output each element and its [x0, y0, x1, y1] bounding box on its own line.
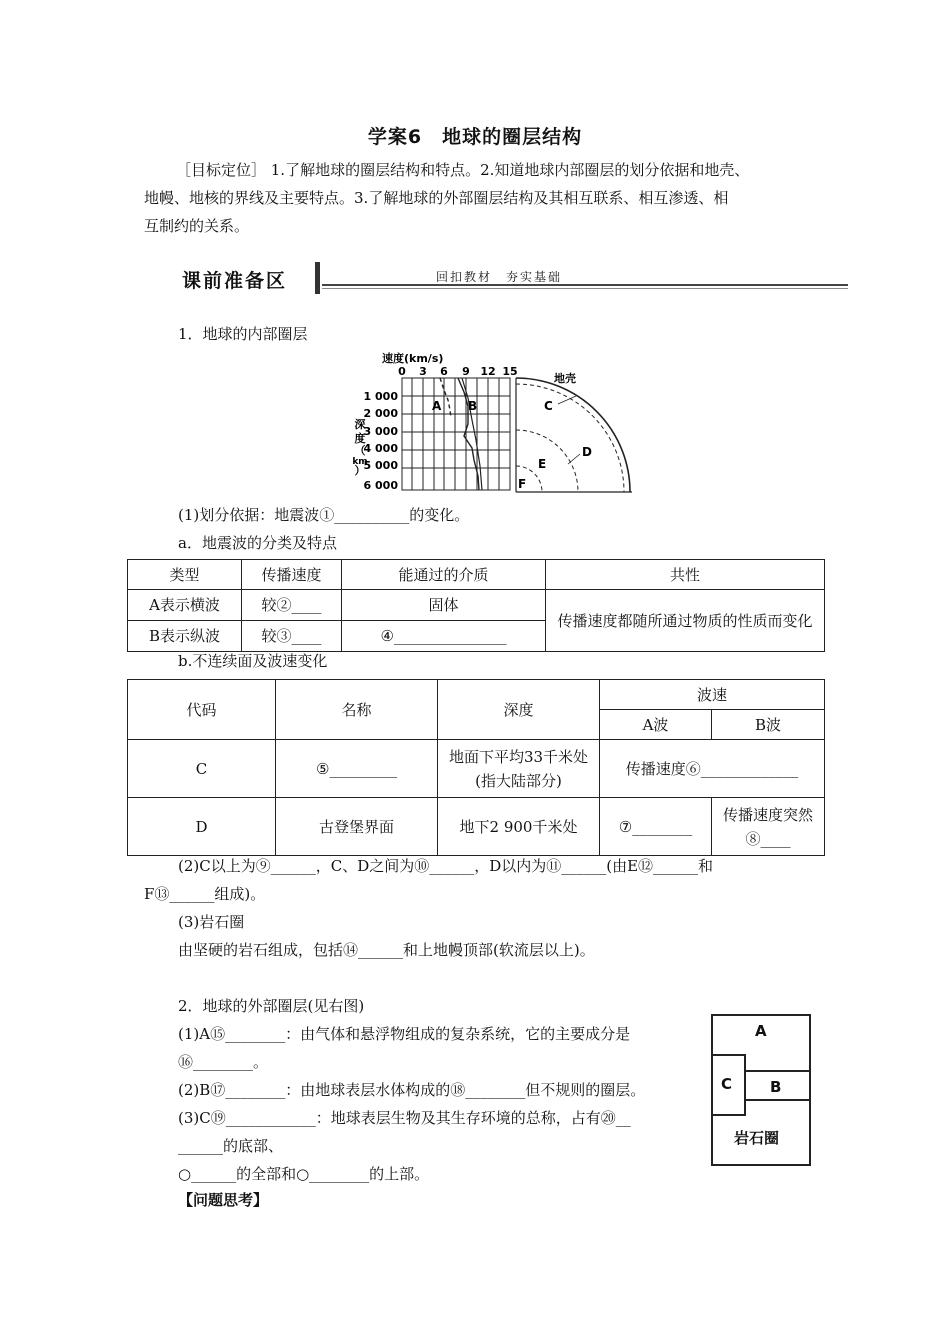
- depth-axis-char: （: [354, 444, 366, 457]
- speed-tick: 9: [462, 365, 470, 378]
- table-header: 代码: [128, 680, 276, 740]
- wave-a-label: A: [432, 399, 442, 413]
- outer-line-6: ○______的全部和○________的上部。: [178, 1165, 430, 1183]
- table-cell: 古登堡界面: [276, 798, 438, 856]
- objectives-line-3: 互制约的关系。: [144, 217, 250, 235]
- outer-line-3: (2)B⑰________：由地球表层水体构成的⑱________但不规则的圈层。: [178, 1081, 646, 1099]
- objectives-line-2: 地幔、地核的界线及主要特点。3.了解地球的外部圈层结构及其相互联系、相互渗透、相: [144, 189, 729, 207]
- section2-heading: 2．地球的外部圈层(见右图): [178, 997, 365, 1015]
- table-cell: ⑦________: [600, 798, 712, 856]
- biosphere-label: C: [721, 1075, 733, 1093]
- subsection-b-heading: b.不连续面及波速变化: [178, 652, 328, 670]
- table-cell: A表示横波: [128, 590, 242, 621]
- wave-b-label: B: [468, 399, 478, 413]
- table-cell: B表示纵波: [128, 621, 242, 652]
- depth-tick: 2 000: [363, 407, 398, 420]
- table-cell: 地面下平均33千米处(指大陆部分): [438, 740, 600, 798]
- hydrosphere-label: B: [770, 1078, 782, 1096]
- table-cell: 传播速度⑥_____________: [600, 740, 825, 798]
- layers-paragraph-line-1: (2)C以上为⑨______，C、D之间为⑩______，D以内为⑪______(由E⑫______和: [178, 857, 714, 875]
- subsection-a-heading: a．地震波的分类及特点: [178, 534, 337, 552]
- table-cell: ④_______________: [342, 621, 546, 652]
- speed-axis-label: 速度(km/s): [382, 352, 444, 365]
- boundary-d-label: D: [582, 445, 592, 459]
- diagram-divider: [744, 1070, 809, 1072]
- speed-tick: 3: [419, 365, 427, 378]
- table-cell: 较③____: [242, 621, 342, 652]
- speed-tick: 0: [398, 365, 406, 378]
- lithosphere-body: 由坚硬的岩石组成，包括⑭______和上地幔顶部(软流层以上)。: [178, 941, 595, 959]
- depth-tick: 6 000: [363, 479, 398, 492]
- wave-type-table: [127, 559, 825, 652]
- depth-axis-char: ）: [354, 464, 366, 477]
- division-basis: (1)划分依据：地震波①__________的变化。: [178, 506, 470, 524]
- table-cell: ⑤_________: [276, 740, 438, 798]
- table-header: A波: [600, 710, 712, 740]
- banner-rule: [322, 284, 848, 286]
- outer-line-2: ⑯________。: [178, 1053, 269, 1071]
- lithosphere-heading: (3)岩石圈: [178, 913, 245, 931]
- speed-tick: 15: [502, 365, 518, 378]
- table-cell: C: [128, 740, 276, 798]
- outer-line-5: ______的底部、: [178, 1137, 284, 1155]
- section-banner-subtitle: 回扣教材 夯实基础: [436, 270, 563, 284]
- banner-rule-thin: [322, 288, 848, 289]
- table-cell: 传播速度突然⑧____: [712, 798, 825, 856]
- table-header: 共性: [546, 560, 825, 590]
- depth-tick: 3 000: [363, 425, 398, 438]
- banner-divider-bar: [315, 262, 320, 294]
- objectives-line-1: ［目标定位］ 1.了解地球的圈层结构和特点。2.知道地球内部圈层的划分依据和地壳、: [176, 161, 750, 179]
- depth-axis-char: 深: [354, 418, 366, 431]
- table-cell: 固体: [342, 590, 546, 621]
- atmosphere-label: A: [755, 1022, 767, 1040]
- boundary-c-label: C: [544, 399, 553, 413]
- layer-f-label: F: [518, 477, 527, 491]
- discontinuity-table: [127, 679, 825, 856]
- outer-line-1: (1)A⑮________：由气体和悬浮物组成的复杂系统，它的主要成分是: [178, 1025, 631, 1043]
- depth-tick: 4 000: [363, 442, 398, 455]
- table-cell: D: [128, 798, 276, 856]
- question-think-heading: 【问题思考】: [178, 1191, 269, 1209]
- section1-heading: 1．地球的内部圈层: [178, 325, 308, 343]
- layers-paragraph-line-2: F⑬______组成)。: [144, 885, 266, 903]
- table-cell: 地下2 900千米处: [438, 798, 600, 856]
- speed-tick: 6: [440, 365, 448, 378]
- depth-tick: 1 000: [363, 390, 398, 403]
- table-header: B波: [712, 710, 825, 740]
- speed-tick: 12: [480, 365, 496, 378]
- depth-axis-char: 度: [354, 432, 366, 445]
- section-banner-title: 课前准备区: [182, 270, 288, 292]
- table-header: 传播速度: [242, 560, 342, 590]
- depth-axis-char: km: [352, 457, 368, 467]
- page-title: 学案6 地球的圈层结构: [367, 126, 583, 148]
- table-header: 名称: [276, 680, 438, 740]
- table-header: 类型: [128, 560, 242, 590]
- table-header: 能通过的介质: [342, 560, 546, 590]
- seismic-wave-diagram: [340, 348, 640, 496]
- lithosphere-label: 岩石圈: [734, 1129, 780, 1147]
- depth-tick: 5 000: [363, 459, 398, 472]
- table-header: 波速: [600, 680, 825, 710]
- table-cell-common: 传播速度都随所通过物质的性质而变化: [546, 590, 825, 652]
- layer-e-label: E: [538, 457, 547, 471]
- table-header: 深度: [438, 680, 600, 740]
- table-cell: 较②____: [242, 590, 342, 621]
- outer-line-4: (3)C⑲____________：地球表层生物及其生存环境的总称，占有⑳__: [178, 1109, 631, 1127]
- crust-label: 地壳: [554, 372, 576, 385]
